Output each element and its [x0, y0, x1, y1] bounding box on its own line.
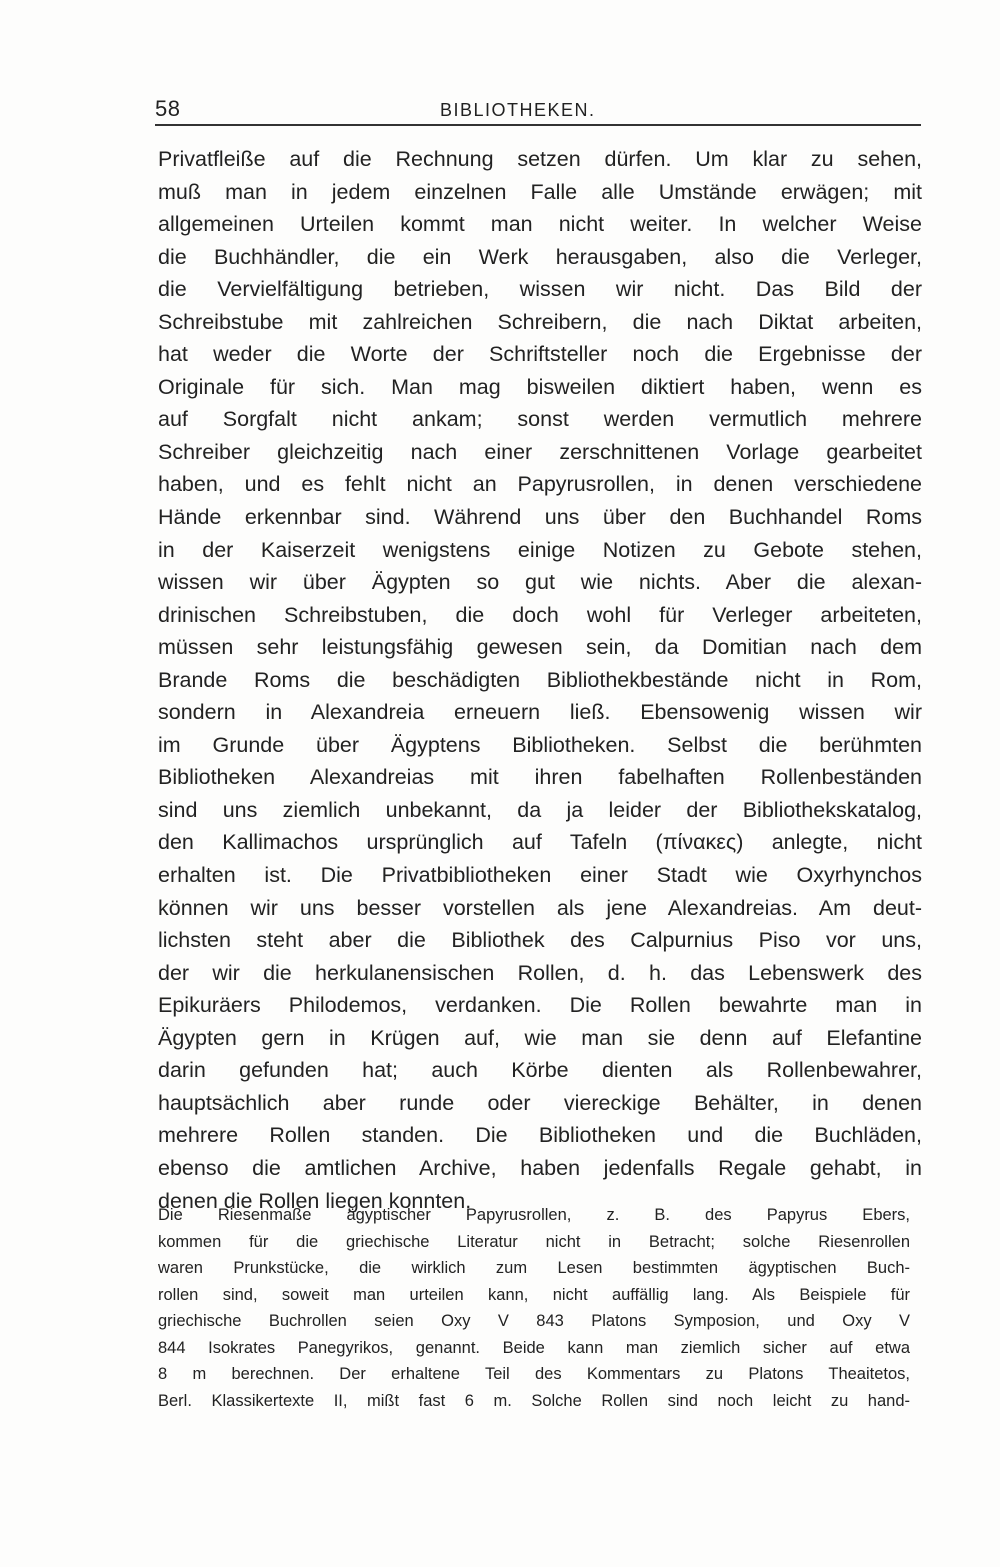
- body-line: Brande Roms die beschädigten Bibliothekbestände nicht in Rom,: [158, 667, 922, 692]
- body-line: Ägypten gern in Krügen auf, wie man sie denn auf Elefantine: [158, 1025, 922, 1050]
- page-number: 58: [155, 96, 181, 121]
- body-line: hat weder die Worte der Schriftsteller noch die Ergebnisse der: [158, 342, 922, 367]
- body-line: der wir die herkulanensischen Rollen, d. h. das Lebenswerk des: [158, 960, 922, 985]
- header-rule: [155, 124, 921, 126]
- body-line: mehrere Rollen standen. Die Bibliotheken und die Buchläden,: [158, 1123, 922, 1148]
- page-header: [155, 94, 921, 126]
- body-line: im Grunde über Ägyptens Bibliotheken. Selbst die berühmten: [158, 732, 922, 757]
- footnote-line: kommen für die griechische Literatur nicht in Betracht; solche Riesenrollen: [158, 1232, 910, 1251]
- body-line: müssen sehr leistungsfähig gewesen sein, da Domitian nach dem: [158, 635, 922, 660]
- body-line: Hände erkennbar sind. Während uns über den Buchhandel Roms: [158, 505, 922, 530]
- footnote-line: waren Prunkstücke, die wirklich zum Lesen bestimmten ägyptischen Buch-: [158, 1259, 910, 1277]
- body-line: den Kallimachos ursprünglich auf Tafeln (πίνακες) anlegte, nicht: [158, 830, 922, 855]
- footnote-line: griechische Buchrollen seien Oxy V 843 Platons Symposion, und Oxy V: [158, 1312, 910, 1330]
- body-line: haben, und es fehlt nicht an Papyrusrollen, in denen verschiedene: [158, 472, 922, 497]
- body-line: Schreibstube mit zahlreichen Schreibern, die nach Diktat arbeiten,: [158, 309, 922, 334]
- body-line: auf Sorgfalt nicht ankam; sonst werden vermutlich mehrere: [158, 407, 922, 432]
- running-head: BIBLIOTHEKEN.: [440, 100, 596, 120]
- footnote-line: 8 m berechnen. Der erhaltene Teil des Kommentars zu Platons Theaitetos,: [158, 1365, 910, 1383]
- body-line: Privatfleiße auf die Rechnung setzen dürfen. Um klar zu sehen,: [158, 147, 922, 171]
- footnote-line: Berl. Klassikertexte II, mißt fast 6 m. Solche Rollen sind noch leicht zu hand-: [158, 1391, 910, 1410]
- body-line: muß man in jedem einzelnen Falle alle Umstände erwägen; mit: [158, 179, 922, 204]
- body-line: lichsten steht aber die Bibliothek des Calpurnius Piso vor uns,: [158, 928, 922, 953]
- body-line: Schreiber gleichzeitig nach einer zerschnittenen Vorlage gearbeitet: [158, 439, 922, 464]
- body-text: [158, 143, 922, 1217]
- body-line: allgemeinen Urteilen kommt man nicht weiter. In welcher Weise: [158, 212, 922, 237]
- body-line: ebenso die amtlichen Archive, haben jedenfalls Regale gehabt, in: [158, 1155, 922, 1180]
- body-line: in der Kaiserzeit wenigstens einige Notizen zu Gebote stehen,: [158, 537, 922, 562]
- footnote-line: Die Riesenmaße ägyptischer Papyrusrollen, z. B. des Papyrus Ebers,: [158, 1206, 910, 1224]
- body-line: sind uns ziemlich unbekannt, da ja leider der Bibliothekskatalog,: [158, 797, 922, 822]
- body-line: hauptsächlich aber runde oder viereckige Behälter, in denen: [158, 1090, 922, 1115]
- body-line: Bibliotheken Alexandreias mit ihren fabelhaften Rollenbeständen: [158, 765, 922, 790]
- body-line: die Buchhändler, die ein Werk herausgaben, also die Verleger,: [158, 244, 922, 269]
- body-line: drinischen Schreibstuben, die doch wohl für Verleger arbeiteten,: [158, 602, 922, 627]
- body-line: können wir uns besser vorstellen als jene Alexandreias. Am deut-: [158, 895, 922, 920]
- body-line: erhalten ist. Die Privatbibliotheken einer Stadt wie Oxyrhynchos: [158, 863, 922, 888]
- footnote-line: 844 Isokrates Panegyrikos, genannt. Beide kann man ziemlich sicher auf etwa: [158, 1338, 910, 1357]
- body-line-last: denen die Rollen liegen konnten.: [158, 1188, 472, 1213]
- footnote-line: rollen sind, soweit man urteilen kann, nicht auffällig lang. Als Beispiele für: [158, 1285, 910, 1304]
- body-line: sondern in Alexandreia erneuern ließ. Ebensowenig wissen wir: [158, 700, 922, 725]
- footnote: [158, 1202, 910, 1414]
- body-line: Originale für sich. Man mag bisweilen diktiert haben, wenn es: [158, 374, 922, 399]
- body-line: Epikuräers Philodemos, verdanken. Die Rollen bewahrte man in: [158, 993, 922, 1018]
- body-line: darin gefunden hat; auch Körbe dienten als Rollenbewahrer,: [158, 1058, 922, 1083]
- body-line: wissen wir über Ägypten so gut wie nichts. Aber die alexan-: [158, 570, 922, 595]
- body-line: die Vervielfältigung betrieben, wissen wir nicht. Das Bild der: [158, 277, 922, 302]
